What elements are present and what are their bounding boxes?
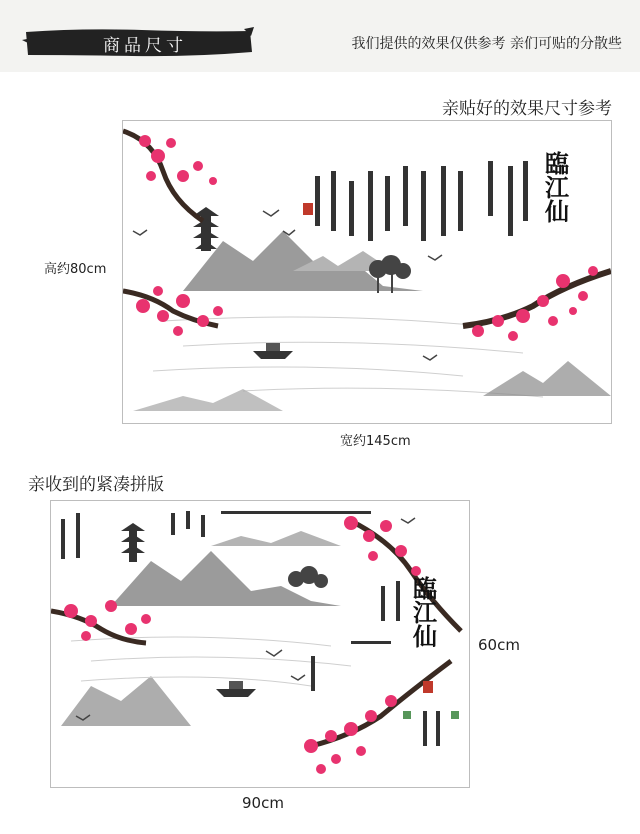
river-lines-sheet bbox=[71, 637, 351, 686]
boat-icon bbox=[253, 343, 293, 359]
height-label: 高约80cm bbox=[44, 262, 107, 277]
river-lines bbox=[153, 317, 543, 397]
mountain-sheet-far bbox=[211, 531, 341, 546]
decal-sheet-layout bbox=[50, 500, 470, 788]
mountain-right bbox=[483, 361, 611, 396]
header-note: 我们提供的效果仅供参考 亲们可贴的分散些 bbox=[351, 36, 622, 52]
boat-icon-sheet bbox=[216, 681, 256, 697]
seal-stamp-sheet bbox=[423, 681, 433, 693]
plum-branch-right bbox=[463, 271, 611, 326]
poem-title: 臨江仙 bbox=[540, 151, 570, 223]
mountain-bottom-left bbox=[133, 389, 283, 411]
sheet-width-label: 90cm bbox=[242, 794, 284, 812]
poem-columns bbox=[315, 161, 528, 241]
sheet-height-label: 60cm bbox=[478, 636, 520, 654]
seal-stamp bbox=[303, 203, 313, 215]
width-label: 宽约145cm bbox=[340, 434, 411, 449]
plum-blossoms-sheet bbox=[64, 516, 421, 774]
small-seal-pieces bbox=[403, 711, 459, 719]
section1-title: 亲贴好的效果尺寸参考 bbox=[442, 99, 612, 119]
page-title: 商品尺寸 bbox=[103, 36, 187, 56]
pagoda-icon-sheet bbox=[121, 523, 145, 562]
decal-preview-applied bbox=[122, 120, 612, 424]
section2-title: 亲收到的紧凑拼版 bbox=[28, 475, 164, 495]
poem-text-row bbox=[61, 511, 371, 559]
tree-cluster-sheet bbox=[288, 566, 328, 588]
header-bar bbox=[0, 0, 640, 72]
poem-title-sheet: 臨江仙 bbox=[408, 576, 438, 648]
